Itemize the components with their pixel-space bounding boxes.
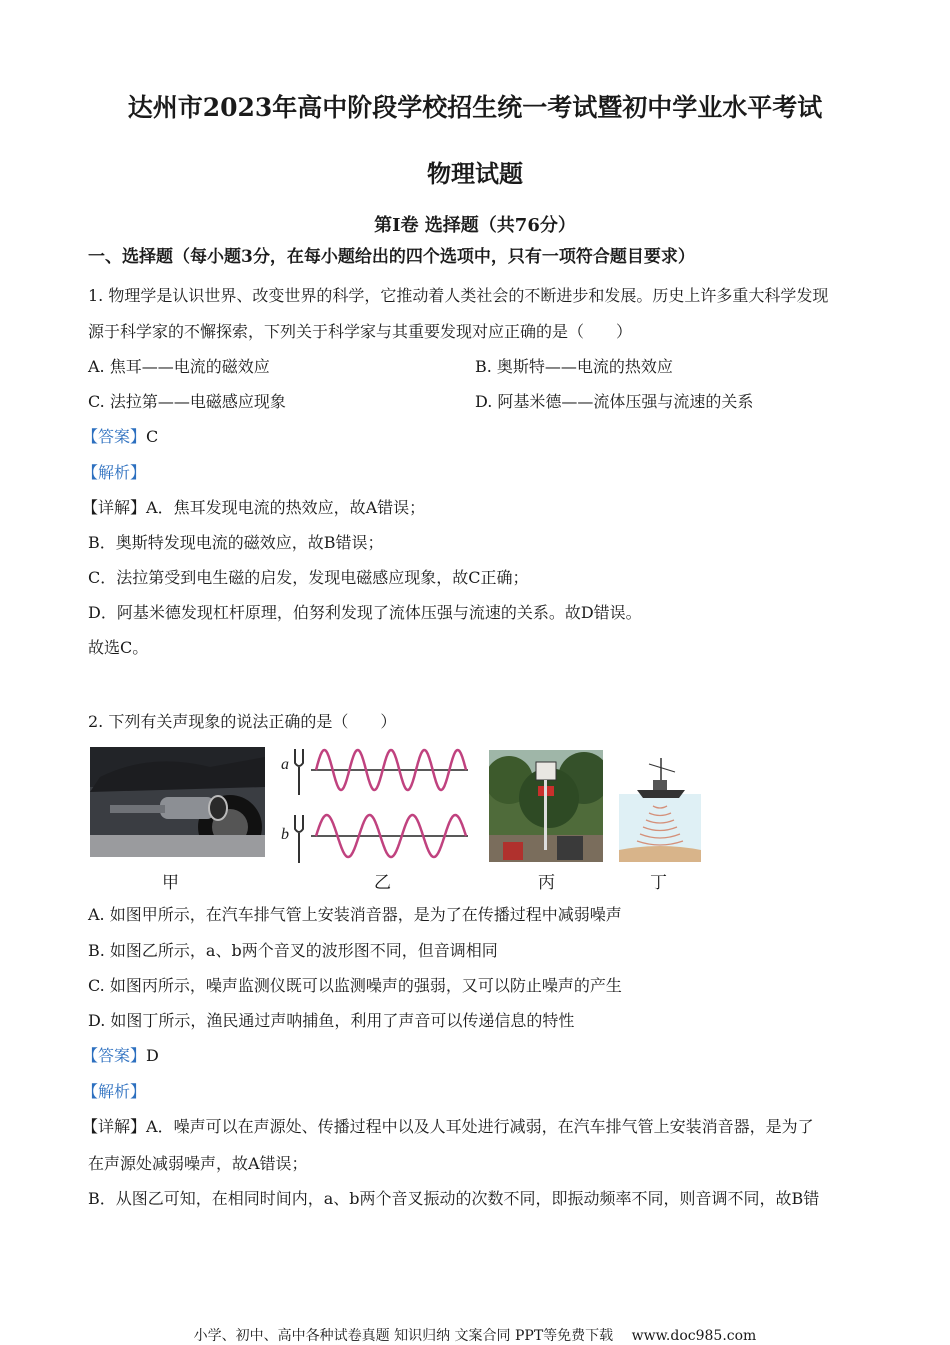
tuning-fork-b-icon — [295, 815, 303, 863]
q1-detail-a — [82, 498, 425, 518]
figure-yi-caption: 乙 — [374, 873, 391, 893]
fork-b-label: b — [281, 826, 289, 843]
q1-detail-c: C．法拉第受到电生磁的启发，发现电磁感应现象，故C正确； — [88, 568, 529, 587]
q2-answer — [82, 1046, 159, 1066]
q2-option-c: C. 如图丙所示，噪声监测仪既可以监测噪声的强弱，又可以防止噪声的产生 — [88, 976, 622, 995]
answer-tag: 【答案】 — [82, 1046, 147, 1065]
answer-value: C — [146, 427, 159, 446]
figure-jia-exhaust-photo — [90, 747, 265, 857]
q1-option-c: C. 法拉第——电磁感应现象 — [88, 392, 286, 411]
q1-stem-line1: 1. 物理学是认识世界、改变世界的科学，它推动着人类社会的不断进步和发展。历史上许多重大科学发现 — [88, 286, 829, 305]
subject-title: 物理试题 — [427, 159, 523, 188]
q1-option-d: D. 阿基米德——流体压强与流速的关系 — [475, 392, 754, 411]
figure-bing-noise-monitor-photo — [489, 750, 603, 862]
q2-stem: 2. 下列有关声现象的说法正确的是（ ） — [88, 712, 397, 731]
q1-stem-line2: 源于科学家的不懈探索，下列关于科学家与其重要发现对应正确的是（ ） — [88, 322, 633, 341]
detail-tag: 【详解】 — [82, 498, 147, 517]
q1-answer — [82, 427, 158, 447]
q1-analysis-tag: 【解析】 — [82, 463, 147, 482]
fork-a-label: a — [281, 756, 289, 773]
detail-a-text: A．噪声可以在声源处、传播过程中以及人耳处进行减弱，在汽车排气管上安装消音器，是为了 — [146, 1117, 814, 1136]
q1-option-a: A. 焦耳——电流的磁效应 — [88, 357, 270, 376]
q2-option-b: B. 如图乙所示，a、b两个音叉的波形图不同，但音调相同 — [88, 941, 498, 960]
q2-option-a: A. 如图甲所示，在汽车排气管上安装消音器，是为了在传播过程中减弱噪声 — [88, 905, 622, 924]
q1-option-b: B. 奥斯特——电流的热效应 — [475, 357, 673, 376]
answer-tag: 【答案】 — [82, 427, 147, 446]
q2-option-d: D. 如图丁所示，渔民通过声呐捕鱼，利用了声音可以传递信息的特性 — [88, 1011, 575, 1030]
exam-title: 达州市2023年高中阶段学校招生统一考试暨初中学业水平考试 — [127, 93, 823, 122]
detail-tag: 【详解】 — [82, 1117, 147, 1136]
figure-yi-waveforms — [278, 745, 473, 867]
figure-ding-caption: 丁 — [650, 873, 667, 893]
figure-ding-sonar-diagram — [619, 750, 701, 862]
tuning-fork-a-icon — [295, 749, 303, 795]
answer-value: D — [146, 1046, 159, 1065]
q2-detail-a-line1 — [82, 1117, 814, 1137]
part-title: 第Ⅰ卷 选择题（共76分） — [374, 215, 576, 236]
q2-detail-a-line2: 在声源处减弱噪声，故A错误； — [88, 1154, 308, 1173]
figure-bing-caption: 丙 — [538, 873, 555, 893]
q1-conclusion: 故选C。 — [88, 638, 149, 657]
section-heading: 一、选择题（每小题3分，在每小题给出的四个选项中，只有一项符合题目要求） — [88, 247, 695, 267]
figure-jia-caption: 甲 — [162, 873, 179, 893]
q2-detail-b-line1: B．从图乙可知，在相同时间内，a、b两个音叉振动的次数不同，即振动频率不同，则音调不同，故B错 — [88, 1189, 820, 1208]
q1-detail-d: D．阿基米德发现杠杆原理，伯努利发现了流体压强与流速的关系。故D错误。 — [88, 603, 642, 622]
detail-a-text: A．焦耳发现电流的热效应，故A错误； — [146, 498, 426, 517]
q1-detail-b: B．奥斯特发现电流的磁效应，故B错误； — [88, 533, 384, 552]
q2-analysis-tag: 【解析】 — [82, 1082, 147, 1101]
page-footer: 小学、初中、高中各种试卷真题 知识归纳 文案合同 PPT等免费下载 www.doc985.com — [193, 1328, 757, 1344]
